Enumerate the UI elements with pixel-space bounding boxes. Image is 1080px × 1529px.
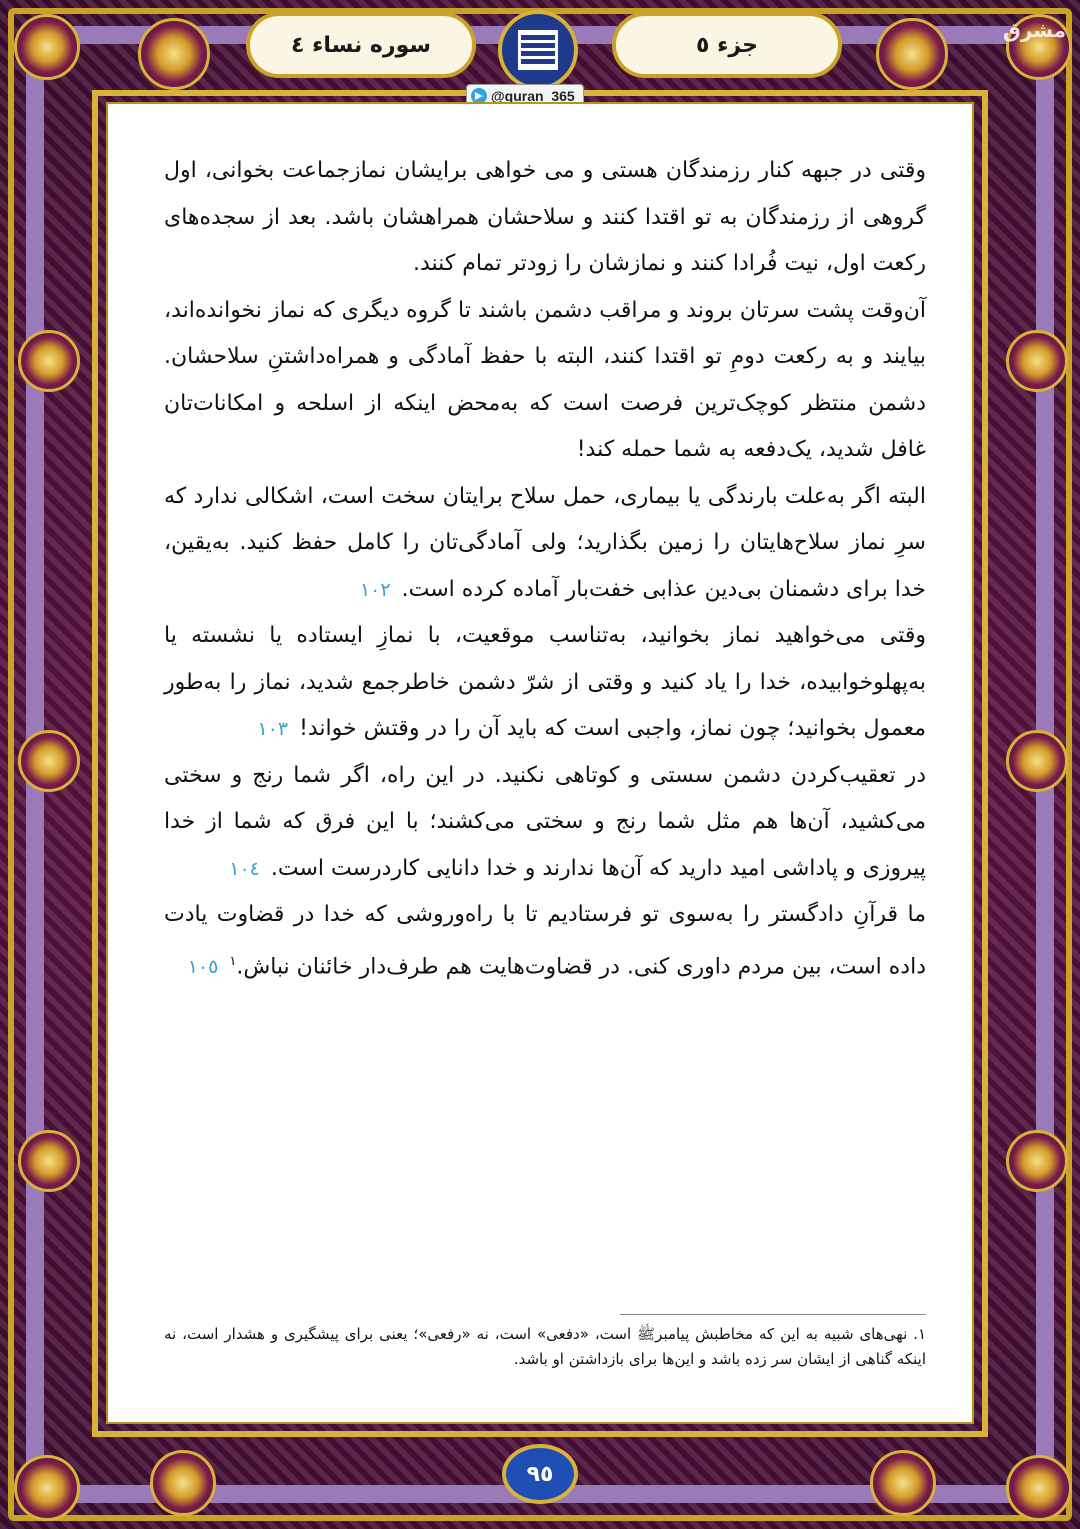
paragraph-text: آن‌وقت پشت سرتان بروند و مراقب دشمن باشند تا گروه دیگری که نماز نخوانده‌اند، بیایند و به رکعت دومِ تو اقتدا کنند، البته با حفظ آمادگی و همراه‌داشتنِ سلاحشان. دشمن منتظر کوچک‌ترین فرصت است که به‌محض اینکه از اسلحه و امکانات‌تان غافل شدید، یک‌دفعه به شما حمله کند!	[164, 297, 926, 462]
telegram-icon	[471, 88, 487, 104]
paragraph	[164, 892, 926, 990]
paragraph-text: در تعقیب‌کردن دشمن سستی و کوتاهی نکنید. در این راه، اگر شما رنج و سختی می‌کشید، آن‌ها هم مثل شما رنج و سختی می‌کشند؛ با این فرق که شما از خدا پیروزی و پاداشی امید دارید که آن‌ها ندارند و خدا دانایی کاردرست است.	[164, 762, 926, 881]
corner-medallion-icon	[14, 1455, 80, 1521]
surah-label: سوره نساء ٤	[246, 12, 476, 78]
page-number-badge: ٩٥	[502, 1444, 578, 1504]
verse-number: ١٠٣	[257, 718, 289, 740]
paragraph	[164, 753, 926, 893]
paragraph-text: ما قرآنِ دادگستر را به‌سوی تو فرستادیم تا با راه‌وروشی که خدا در قضاوت یادت داده است، بین مردم داوری کنی. در قضاوت‌هایت هم طرف‌دار خائنان نباش.	[164, 902, 926, 979]
footnote-ref: ١	[229, 953, 237, 969]
footnote: ١. نهی‌های شبیه به این که مخاطبش پیامبرﷺ است، «دفعی» است، نه «رفعی»؛ یعنی برای پیشگیری و هشدار است، نه اینکه گناهی از ایشان سر زده باشد و این‌ها برای بازداشتن او باشد.	[164, 1325, 926, 1368]
corner-medallion-icon	[876, 18, 948, 90]
watermark-logo: مشرق	[1002, 18, 1066, 42]
side-medallion-icon	[18, 730, 80, 792]
paragraph	[164, 148, 926, 288]
verse-number: ١٠٢	[359, 578, 391, 601]
verse-number: ١٠٤	[229, 857, 260, 880]
side-medallion-icon	[1006, 730, 1068, 792]
corner-medallion-icon	[1006, 1455, 1072, 1521]
paragraph-text: وقتی در جبهه کنار رزمندگان هستی و می خواهی برایشان نمازجماعت بخوانی، اول گروهی از رزمندگان به تو اقتدا کنند و سلاحشان همراهشان باشد. بعد از سجده‌های رکعت اول، نیت فُرادا کنند و نمازشان را زودتر تمام کنند.	[164, 158, 926, 276]
paragraph-text: وقتی می‌خواهید نماز بخوانید، به‌تناسب موقعیت، با نمازِ ایستاده یا نشسته یا به‌پهلوخوابیده، خدا را یاد کنید و وقتی از شرّ دشمن خاطرجمع شدید، نماز را به‌طور معمول بخوانید؛ چون نماز، واجبی است که باید آن را در وقتش خواند!	[164, 623, 926, 741]
paragraph	[164, 288, 926, 474]
side-medallion-icon	[1006, 330, 1068, 392]
bottom-medallion-icon	[150, 1450, 216, 1516]
corner-medallion-icon	[14, 14, 80, 80]
side-medallion-icon	[1006, 1130, 1068, 1192]
calligraphy-seal-icon	[498, 10, 578, 90]
footnote-divider	[620, 1314, 926, 1315]
channel-handle-text: @quran_365	[491, 88, 575, 104]
juz-label: جزء ٥	[612, 12, 842, 78]
paragraph-text: البته اگر به‌علت بارندگی یا بیماری، حمل سلاح برایتان سخت است، اشکالی ندارد که سرِ نماز سلاح‌هایتان را زمین بگذارید؛ ولی آمادگی‌تان را کامل حفظ کنید. به‌یقین، خدا برای دشمنان بی‌دین عذابی خفت‌بار آماده کرده است.	[164, 483, 926, 602]
side-medallion-icon	[18, 330, 80, 392]
paragraph	[164, 474, 926, 614]
translation-body	[164, 148, 926, 990]
paragraph	[164, 613, 926, 753]
verse-number: ١٠٥	[187, 955, 219, 978]
side-medallion-icon	[18, 1130, 80, 1192]
bottom-medallion-icon	[870, 1450, 936, 1516]
corner-medallion-icon	[138, 18, 210, 90]
